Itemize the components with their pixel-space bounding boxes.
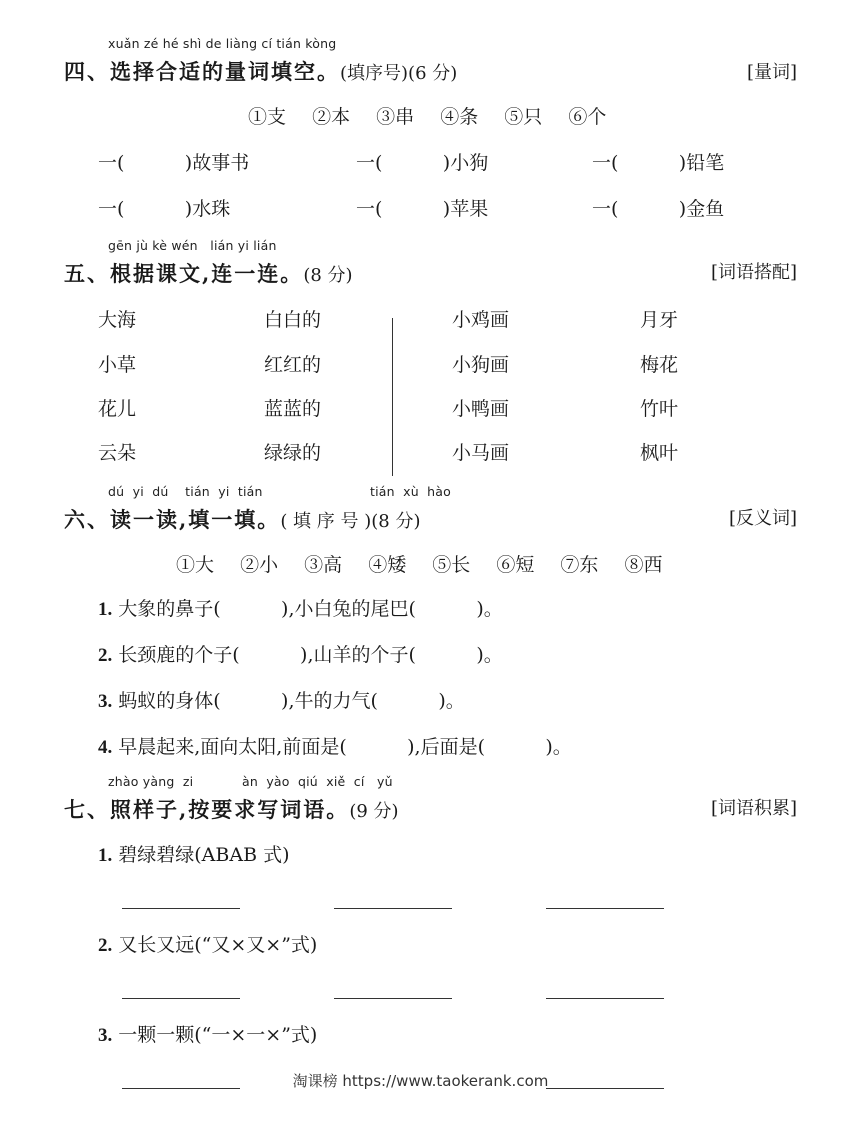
- section7-pinyin: zhào yàng zi: [108, 774, 194, 789]
- question-number: 4.: [98, 737, 113, 758]
- section5-heading: [64, 258, 353, 288]
- fill-blank-item[interactable]: 一( )铅笔: [592, 152, 725, 174]
- answer-line[interactable]: [334, 998, 452, 999]
- answer-line[interactable]: [546, 998, 664, 999]
- question-text: 大象的鼻子( ),小白兔的尾巴( )。: [118, 598, 503, 620]
- section4-pinyin: xuǎn zé hé shì de liàng cí tián kòng: [108, 36, 337, 51]
- section6-pinyin: dú yi dú tián yi tián: [108, 484, 263, 499]
- match-item[interactable]: 小鸡画: [452, 309, 510, 331]
- match-item[interactable]: 绿绿的: [264, 442, 322, 464]
- fill-blank-item[interactable]: 一( )小狗: [356, 152, 489, 174]
- question-number: 1.: [98, 599, 113, 620]
- question-text: 早晨起来,面向太阳,前面是( ),后面是( )。: [118, 736, 572, 758]
- answer-line[interactable]: [546, 908, 664, 909]
- section7-tag: [ 词语积累 ]: [711, 794, 797, 820]
- question-number: 1.: [98, 845, 113, 866]
- question-text: 蚂蚁的身体( ),牛的力气( )。: [118, 690, 465, 712]
- option: ⑤只: [504, 106, 543, 128]
- option: ④条: [440, 106, 479, 128]
- section4-title: 四、选择合适的量词填空。: [64, 59, 340, 84]
- match-item[interactable]: 小狗画: [452, 354, 510, 376]
- question-item: [98, 840, 289, 867]
- option: ③串: [376, 106, 415, 128]
- match-item[interactable]: 大海: [98, 309, 137, 331]
- match-item[interactable]: 小鸭画: [452, 398, 510, 420]
- option: ⑤长: [432, 554, 471, 576]
- section7-pinyin-2: àn yào qiú xiě cí yǔ: [242, 774, 393, 789]
- section6-pinyin-note: tián xù hào: [370, 484, 451, 499]
- section4-note: (填序号)(6 分): [340, 63, 458, 84]
- match-item[interactable]: 竹叶: [640, 398, 679, 420]
- answer-line[interactable]: [122, 998, 240, 999]
- section6-tag: [ 反义词 ]: [729, 504, 797, 530]
- section7-heading: [64, 794, 399, 824]
- match-item[interactable]: 小草: [98, 354, 137, 376]
- section6-title: 六、读一读,填一填。: [64, 507, 281, 532]
- option: ②本: [312, 106, 351, 128]
- match-item[interactable]: 红红的: [264, 354, 322, 376]
- question-text: 碧绿碧绿(ABAB 式): [118, 844, 290, 866]
- section4-options: [248, 102, 626, 129]
- option: ①支: [248, 106, 287, 128]
- option: ⑧西: [624, 554, 663, 576]
- question-number: 2.: [98, 935, 113, 956]
- question-number: 3.: [98, 1025, 113, 1046]
- match-item[interactable]: 白白的: [264, 309, 322, 331]
- section6-options: [176, 550, 682, 577]
- fill-blank-item[interactable]: 一( )苹果: [356, 198, 489, 220]
- question-text: 长颈鹿的个子( ),山羊的个子( )。: [118, 644, 503, 666]
- option: ①大: [176, 554, 215, 576]
- section4-tag: [ 量词 ]: [747, 58, 797, 84]
- option: ②小: [240, 554, 279, 576]
- watermark-footer: 淘课榜 https://www.taokerank.com: [292, 1072, 549, 1090]
- question-item[interactable]: [98, 686, 465, 713]
- section5-title: 五、根据课文,连一连。: [64, 261, 304, 286]
- option: ⑦东: [560, 554, 599, 576]
- option: ⑥短: [496, 554, 535, 576]
- match-item[interactable]: 蓝蓝的: [264, 398, 322, 420]
- section5-tag: [ 词语搭配 ]: [711, 258, 797, 284]
- match-item[interactable]: 梅花: [640, 354, 679, 376]
- question-number: 3.: [98, 691, 113, 712]
- section6-note: ( 填 序 号 )(8 分): [280, 511, 421, 532]
- section7-note: (9 分): [349, 801, 399, 822]
- option: ③高: [304, 554, 343, 576]
- match-item[interactable]: 小马画: [452, 442, 510, 464]
- match-item[interactable]: 花儿: [98, 398, 137, 420]
- section5-pinyin: gēn jù kè wén lián yi lián: [108, 238, 277, 253]
- option: ⑥个: [568, 106, 607, 128]
- question-item: [98, 1020, 317, 1047]
- question-text: 又长又远(“又×又×”式): [118, 934, 318, 956]
- fill-blank-item[interactable]: 一( )金鱼: [592, 198, 725, 220]
- section4-heading: [64, 56, 457, 86]
- section6-heading: [64, 504, 420, 534]
- section7-title: 七、照样子,按要求写词语。: [64, 797, 350, 822]
- match-item[interactable]: 枫叶: [640, 442, 679, 464]
- section5-note: (8 分): [303, 265, 353, 286]
- fill-blank-item[interactable]: 一( )故事书: [98, 152, 250, 174]
- question-text: 一颗一颗(“一×一×”式): [118, 1024, 318, 1046]
- question-item[interactable]: [98, 732, 572, 759]
- question-item[interactable]: [98, 594, 503, 621]
- match-item[interactable]: 月牙: [640, 309, 679, 331]
- answer-line[interactable]: [334, 908, 452, 909]
- question-item: [98, 930, 317, 957]
- answer-line[interactable]: [122, 908, 240, 909]
- question-number: 2.: [98, 645, 113, 666]
- fill-blank-item[interactable]: 一( )水珠: [98, 198, 231, 220]
- match-item[interactable]: 云朵: [98, 442, 137, 464]
- column-divider: [392, 318, 393, 476]
- question-item[interactable]: [98, 640, 503, 667]
- option: ④矮: [368, 554, 407, 576]
